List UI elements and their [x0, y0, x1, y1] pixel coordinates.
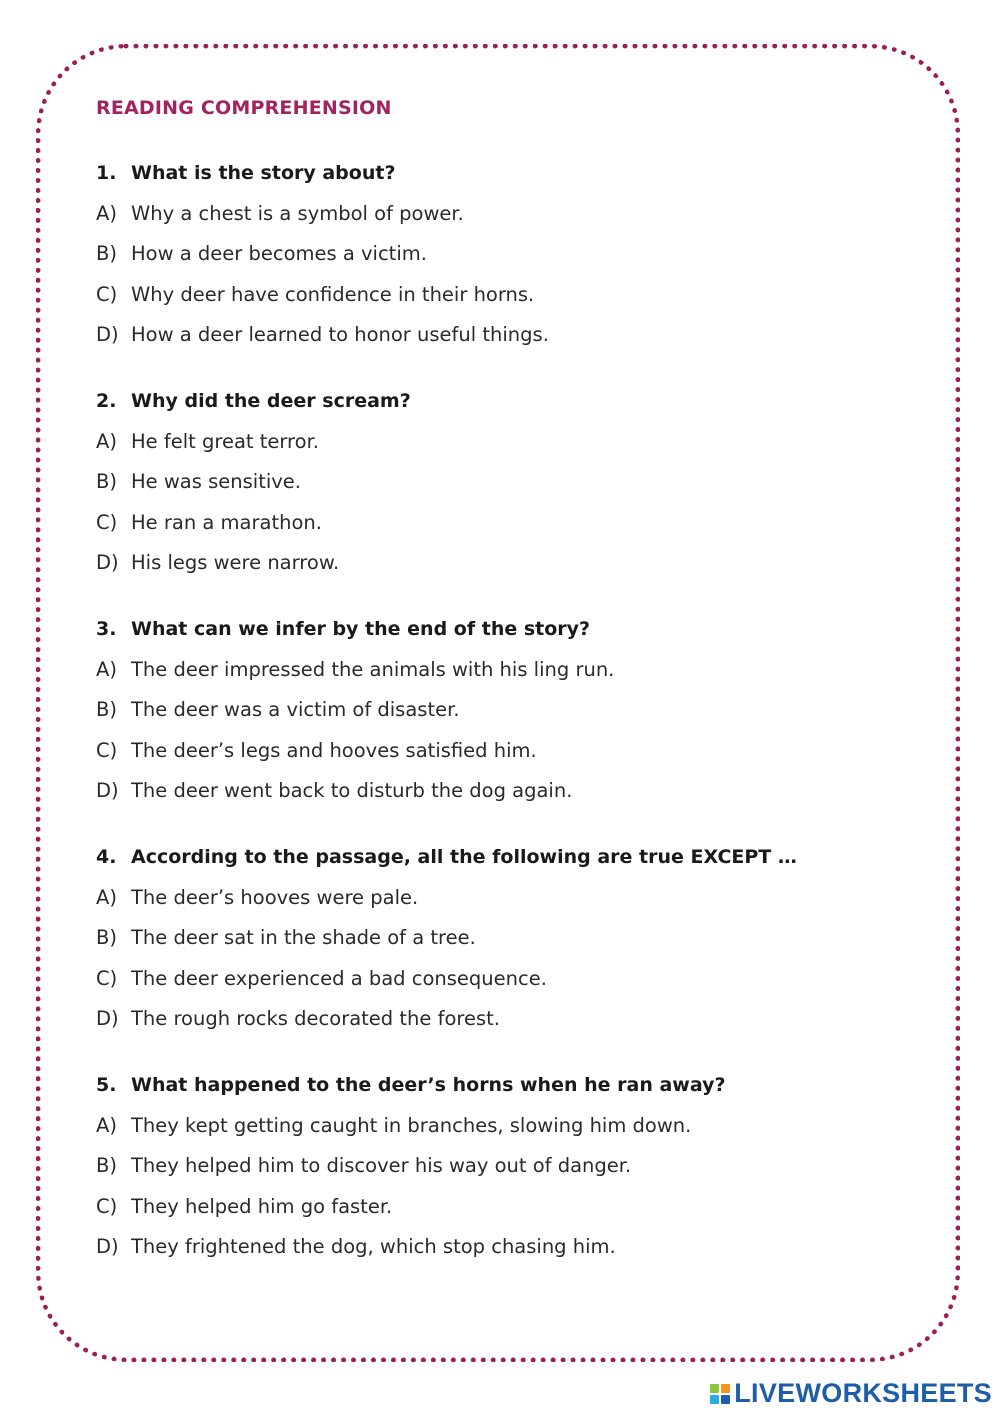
option-3c[interactable]	[96, 739, 926, 779]
option-text: How a deer learned to honor useful things.	[131, 322, 549, 346]
option-text: He felt great terror.	[131, 430, 320, 453]
option-4b[interactable]	[96, 926, 926, 966]
brand-name: LIVEWORKSHEETS	[734, 1378, 992, 1408]
option-text: The deer was a victim of disaster.	[131, 698, 460, 722]
option-list	[96, 658, 926, 819]
question-number: 4.	[96, 846, 117, 868]
option-text: The deer went back to disturb the dog again.	[131, 778, 573, 802]
option-2c[interactable]	[96, 511, 926, 551]
question-4-prompt	[96, 846, 926, 876]
question-2-prompt	[96, 390, 926, 420]
option-1a[interactable]	[96, 202, 926, 242]
option-letter: B)	[96, 926, 117, 950]
option-letter: A)	[96, 1114, 117, 1137]
option-letter: D)	[96, 322, 119, 346]
option-text: The deer sat in the shade of a tree.	[131, 926, 476, 950]
question-number: 2.	[96, 390, 117, 412]
option-text: He was sensitive.	[131, 470, 302, 494]
option-letter: C)	[96, 966, 118, 990]
liveworksheets-logo-icon	[710, 1384, 730, 1404]
option-4c[interactable]	[96, 967, 926, 1007]
option-letter: A)	[96, 430, 117, 453]
question-text: Why did the deer scream?	[131, 390, 411, 412]
question-number: 3.	[96, 618, 117, 640]
option-text: They helped him to discover his way out of danger.	[131, 1154, 632, 1178]
option-letter: B)	[96, 470, 117, 494]
option-letter: C)	[96, 282, 118, 306]
option-letter: D)	[96, 550, 119, 574]
option-letter: C)	[96, 1194, 118, 1218]
option-letter: A)	[96, 202, 117, 225]
option-4d[interactable]	[96, 1007, 926, 1047]
logo-square	[721, 1395, 730, 1404]
option-text: They helped him go faster.	[131, 1194, 393, 1218]
option-text: How a deer becomes a victim.	[131, 242, 427, 266]
section-title: READING COMPREHENSION	[96, 97, 392, 119]
question-3	[96, 618, 926, 819]
option-letter: C)	[96, 510, 118, 534]
option-list	[96, 886, 926, 1047]
question-3-prompt	[96, 618, 926, 648]
question-text: What happened to the deer’s horns when he ran away?	[131, 1074, 726, 1096]
option-letter: A)	[96, 658, 117, 681]
option-5a[interactable]	[96, 1114, 926, 1154]
question-number: 5.	[96, 1074, 117, 1096]
question-text: According to the passage, all the following are true EXCEPT …	[131, 846, 797, 868]
option-text: Why a chest is a symbol of power.	[131, 202, 464, 225]
option-list	[96, 1114, 926, 1275]
option-text: They frightened the dog, which stop chasing him.	[131, 1234, 616, 1258]
option-text: They kept getting caught in branches, slowing him down.	[131, 1114, 692, 1137]
option-letter: B)	[96, 698, 117, 722]
logo-square	[721, 1384, 730, 1393]
option-1b[interactable]	[96, 242, 926, 282]
option-letter: C)	[96, 738, 118, 762]
option-letter: D)	[96, 1234, 119, 1258]
option-text: The deer’s hooves were pale.	[131, 886, 419, 909]
option-text: The deer experienced a bad consequence.	[131, 966, 547, 990]
option-text: His legs were narrow.	[131, 550, 340, 574]
option-3a[interactable]	[96, 658, 926, 698]
option-2a[interactable]	[96, 430, 926, 470]
question-text: What can we infer by the end of the story?	[131, 618, 591, 640]
option-2d[interactable]	[96, 551, 926, 591]
option-list	[96, 430, 926, 591]
option-letter: B)	[96, 242, 117, 266]
question-text: What is the story about?	[131, 162, 396, 184]
option-1c[interactable]	[96, 283, 926, 323]
option-letter: B)	[96, 1154, 117, 1178]
question-5-prompt	[96, 1074, 926, 1104]
option-list	[96, 202, 926, 363]
option-5c[interactable]	[96, 1195, 926, 1235]
option-text: The deer’s legs and hooves satisfied him.	[131, 738, 537, 762]
option-3b[interactable]	[96, 698, 926, 738]
question-1-prompt	[96, 162, 926, 192]
question-4	[96, 846, 926, 1047]
option-letter: D)	[96, 1006, 119, 1030]
option-5d[interactable]	[96, 1235, 926, 1275]
option-2b[interactable]	[96, 470, 926, 510]
question-2	[96, 390, 926, 591]
question-1	[96, 162, 926, 363]
option-text: Why deer have confidence in their horns.	[131, 282, 535, 306]
question-5	[96, 1074, 926, 1275]
liveworksheets-brand[interactable]	[710, 1378, 992, 1409]
option-text: The rough rocks decorated the forest.	[131, 1006, 500, 1030]
logo-square	[710, 1395, 719, 1404]
option-letter: A)	[96, 886, 117, 909]
option-1d[interactable]	[96, 323, 926, 363]
logo-square	[710, 1384, 719, 1393]
option-4a[interactable]	[96, 886, 926, 926]
option-5b[interactable]	[96, 1154, 926, 1194]
option-text: He ran a marathon.	[131, 510, 322, 534]
option-3d[interactable]	[96, 779, 926, 819]
option-letter: D)	[96, 778, 119, 802]
question-number: 1.	[96, 162, 117, 184]
option-text: The deer impressed the animals with his ling run.	[131, 658, 615, 681]
